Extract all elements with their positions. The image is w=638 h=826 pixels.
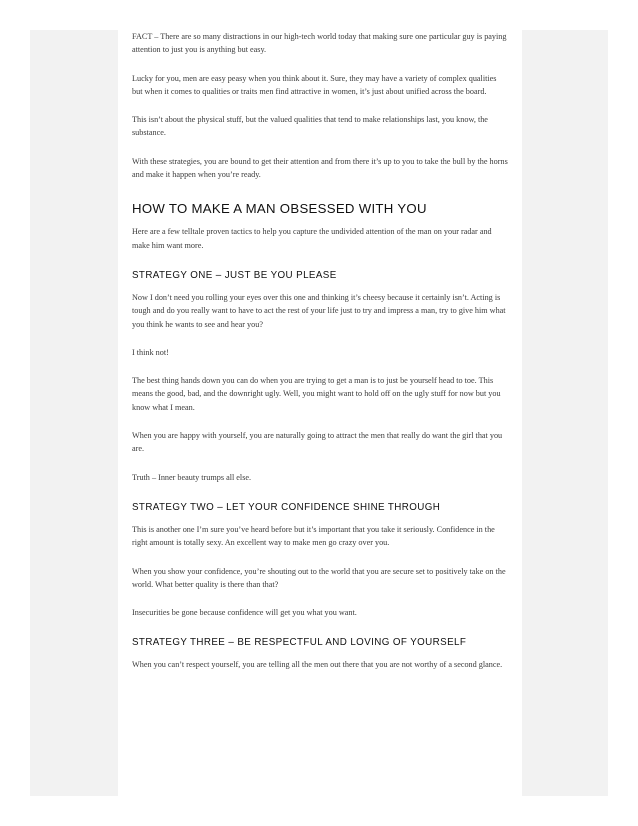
paragraph-happy: When you are happy with yourself, you are naturally going to attract the men that really do want the girl that you are. [132, 431, 503, 454]
paragraph-rolling-eyes: Now I don’t need you rolling your eyes over this one and thinking it’s cheesy because it certainly isn’t. Acting is tough and do you really want to have to act the rest of your life just to try and impress a man, try to give him what you think he wants to see and hear you? [132, 292, 506, 329]
paragraph-think-not: I think not! [132, 347, 169, 357]
right-sidebar-area [522, 30, 608, 796]
strategy-two-heading: STRATEGY TWO – LET YOUR CONFIDENCE SHINE THROUGH [132, 501, 441, 513]
paragraph-fact: FACT – There are so many distractions in our high-tech world today that making sure one particular guy is paying attention to just you is anything but easy. [132, 32, 507, 55]
article-body [118, 30, 522, 672]
paragraph-insecurities: Insecurities be gone because confidence will get you what you want. [132, 608, 357, 618]
paragraph-be-yourself: The best thing hands down you can do when you are trying to get a man is to just be yourself head to toe. This means the good, bad, and the downright ugly. Well, you might want to hold off on the ugly stuff for now but you know what I mean. [132, 376, 501, 412]
paragraph-tactics: Here are a few telltale proven tactics to help you capture the undivided attention of the man on your radar and make him want more. [132, 227, 492, 250]
paragraph-strategies: With these strategies, you are bound to get their attention and from there it’s up to you to take the bull by the horns and make it happen when you’re ready. [132, 156, 508, 180]
left-sidebar-area [30, 30, 118, 796]
section-heading-obsessed: HOW TO MAKE A MAN OBSESSED WITH YOU [132, 201, 427, 217]
strategy-three-heading: STRATEGY THREE – BE RESPECTFUL AND LOVING OF YOURSELF [132, 637, 467, 649]
paragraph-confidence: This is another one I’m sure you’ve heard before but it’s important that you take it seriously. Confidence in the right amount is totally sexy. An excellent way to make men go crazy over you. [132, 524, 495, 548]
paragraph-lucky: Lucky for you, men are easy peasy when you think about it. Sure, they may have a variety of complex qualities but when it comes to qualities or traits men find attractive in women, it’s just about unified across the board. [132, 73, 497, 96]
article-content [118, 30, 522, 796]
strategy-one-heading: STRATEGY ONE – JUST BE YOU PLEASE [132, 269, 337, 281]
paragraph-respect: When you can’t respect yourself, you are telling all the men out there that you are not worthy of a second glance. [132, 660, 503, 670]
paragraph-truth: Truth – Inner beauty trumps all else. [132, 472, 252, 482]
paragraph-physical: This isn’t about the physical stuff, but the valued qualities that tend to make relationships last, you know, the substance. [132, 115, 488, 138]
paragraph-show-confidence: When you show your confidence, you’re shouting out to the world that you are secure set to positively take on the world. What better quality is there than that? [132, 566, 506, 589]
